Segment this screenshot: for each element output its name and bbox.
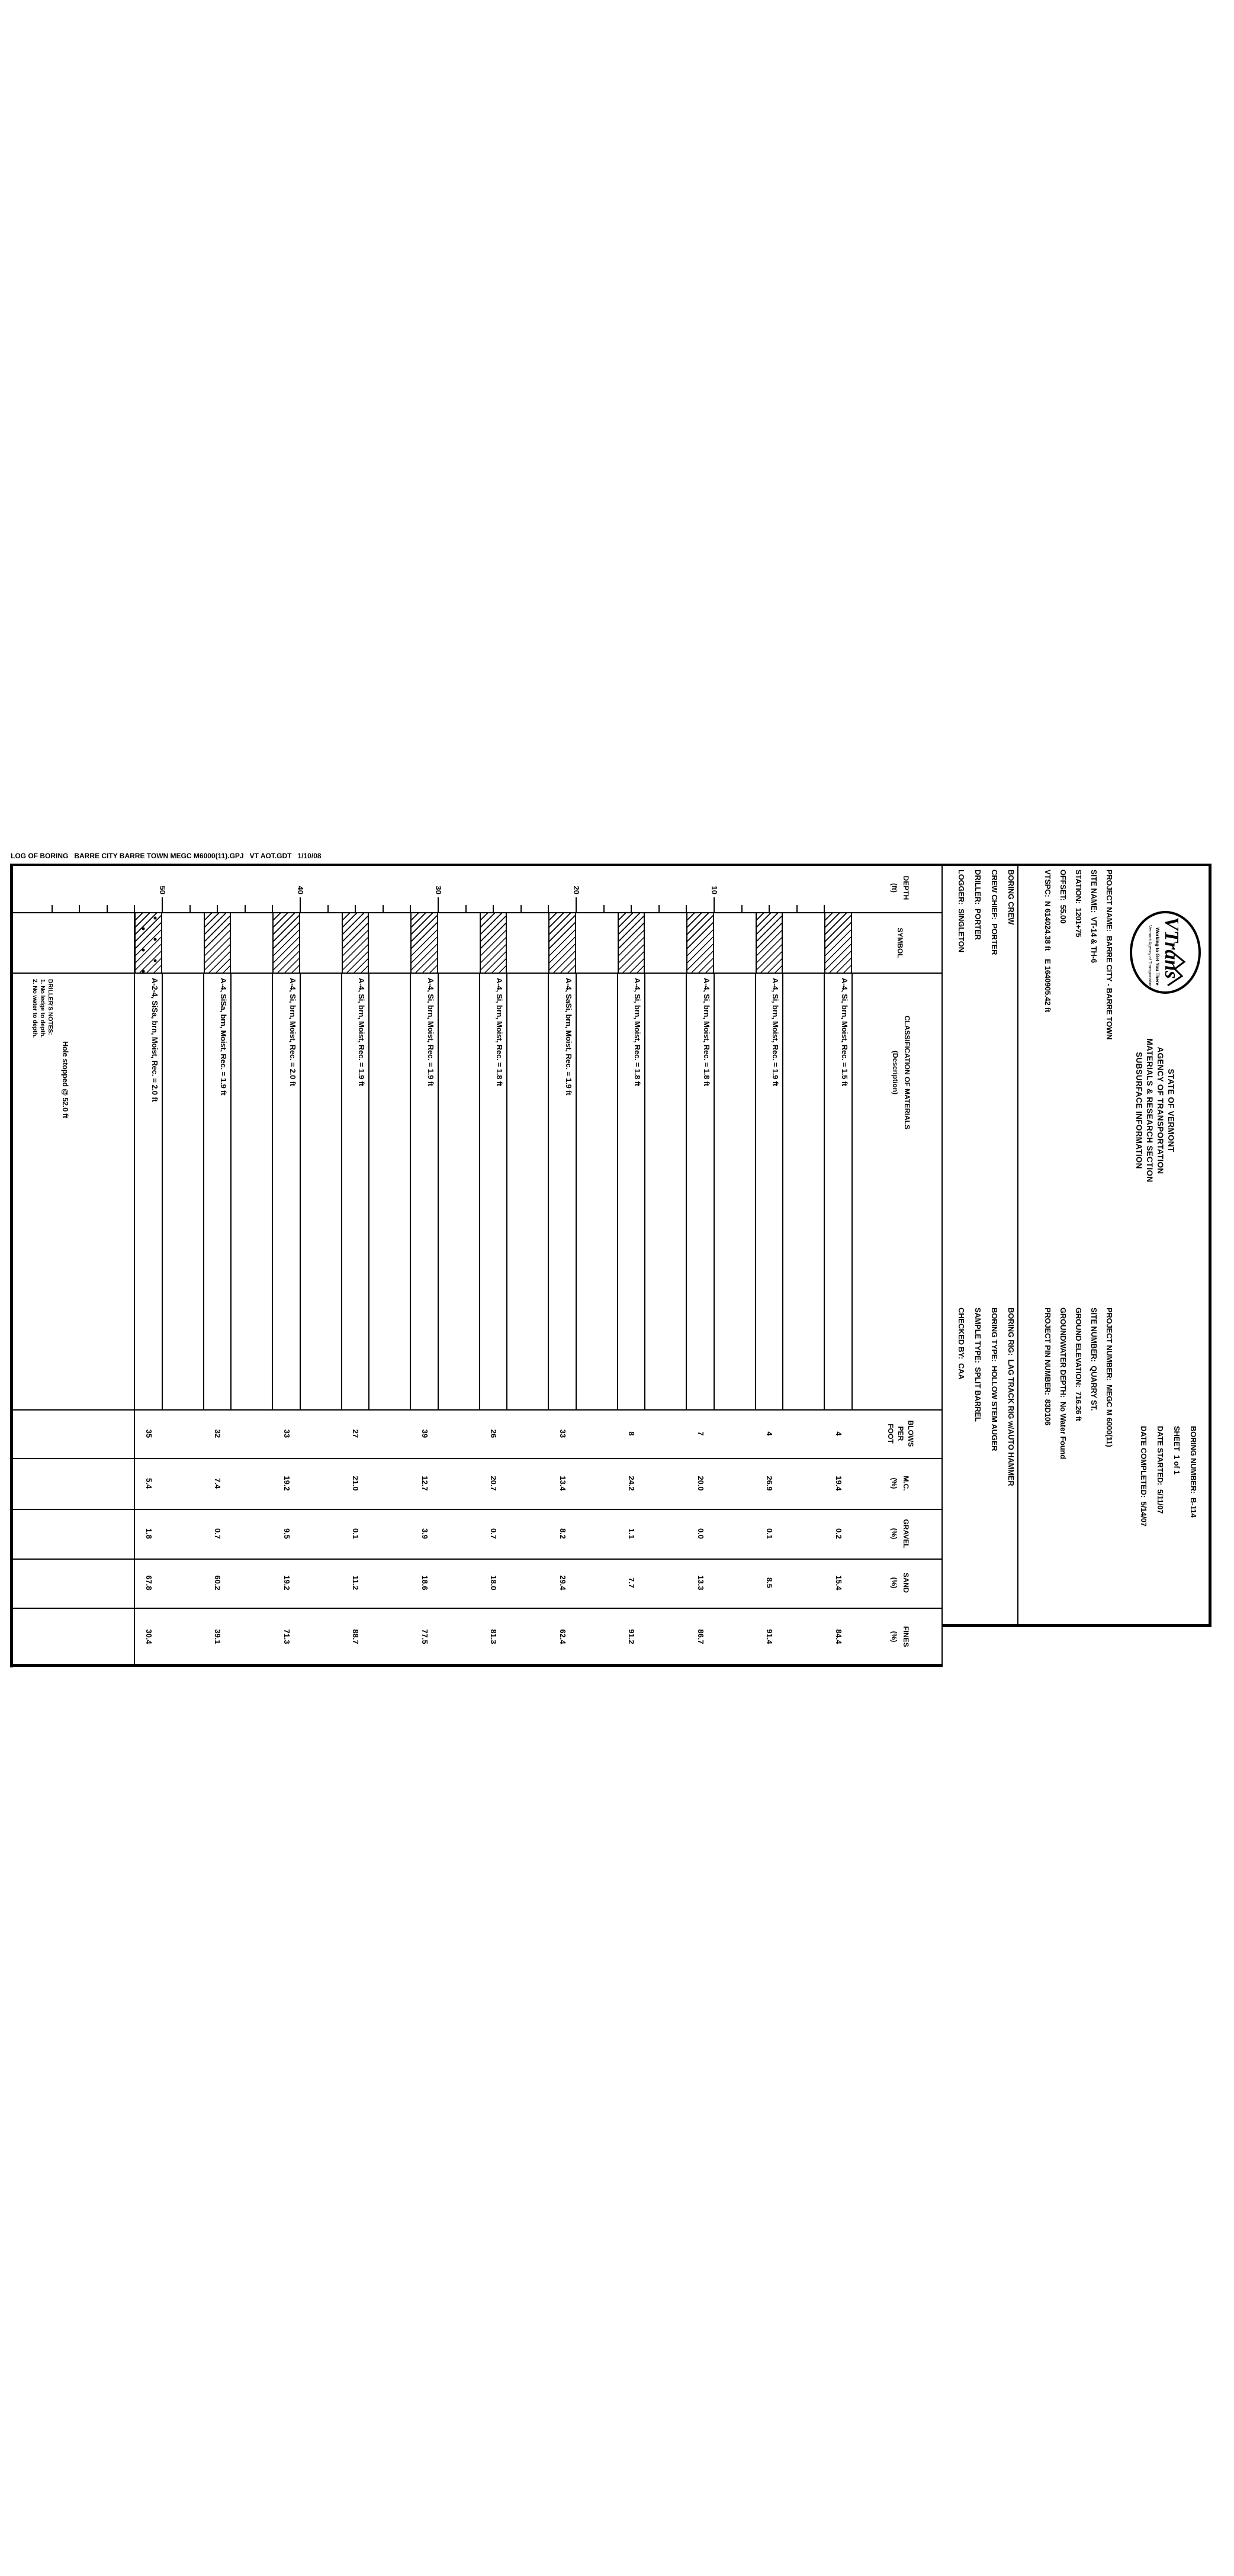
col-label-blows-3: FOOT — [886, 1424, 895, 1444]
sample-interval-bottom — [410, 973, 411, 1409]
sample-classification: A-4, SiSa, brn, Moist, Rec. = 1.9 ft — [219, 978, 229, 1096]
sample-sand-value: 8.5 — [765, 1577, 775, 1589]
depth-minor-tick — [493, 905, 494, 912]
sample-interval-bottom — [203, 973, 204, 1409]
sample-fines-value: 84.4 — [834, 1629, 843, 1644]
sample-gravel-value: 0.2 — [834, 1528, 843, 1540]
depth-label: 50 — [158, 886, 167, 894]
date-started-line: DATE STARTED: 5/11/07 — [1156, 1426, 1165, 1514]
project-number-line: PROJECT NUMBER: MEGC M 6000(11) — [1105, 1308, 1114, 1447]
sample-interval-top — [162, 973, 163, 1409]
sample-interval-top — [645, 973, 646, 1409]
sample-gravel-value: 3.9 — [420, 1528, 429, 1540]
col-label-class-2: (Description) — [891, 1050, 899, 1094]
col-label-gravel-2: (%) — [890, 1528, 898, 1540]
sample-interval-bottom — [686, 973, 687, 1409]
station-line: STATION: 1201+75 — [1074, 870, 1083, 938]
col-label-class-1: CLASSIFICATION OF MATERIALS — [903, 1015, 911, 1130]
col-label-mc-1: M.C. — [902, 1476, 910, 1491]
sample-interval-bottom — [755, 973, 756, 1409]
sample-gravel-value: 1.8 — [144, 1528, 153, 1540]
sample-fines-value: 91.2 — [627, 1629, 637, 1644]
sample-gravel-value: 0.0 — [696, 1528, 705, 1540]
title-subsurface: SUBSURFACE INFORMATION — [1135, 1052, 1143, 1169]
sample-sand-value: 13.3 — [696, 1575, 705, 1590]
sample-blows-value: 32 — [213, 1429, 223, 1438]
depth-minor-tick — [245, 905, 246, 912]
col-label-symbol: SYMBOL — [896, 928, 904, 958]
depth-minor-tick — [134, 905, 135, 912]
project-pin-line: PROJECT PIN NUMBER: 83D106 — [1043, 1308, 1052, 1426]
depth-minor-tick — [741, 905, 743, 912]
page-top-border — [1209, 864, 1211, 1627]
depth-major-tick — [438, 897, 439, 912]
sample-fines-value: 81.3 — [489, 1629, 499, 1644]
depth-minor-tick — [631, 905, 632, 912]
sample-blows-value: 4 — [834, 1431, 843, 1436]
sample-interval-bottom — [272, 973, 273, 1409]
sample-type-line: SAMPLE TYPE: SPLIT BARREL — [973, 1308, 982, 1422]
sample-blows-value: 35 — [144, 1429, 153, 1438]
sample-fines-value: 91.4 — [765, 1629, 775, 1644]
margin-file-note: LOG OF BORING BARRE CITY BARRE TOWN MEGC M6000(11).GPJ VT AOT.GDT 1/10/08 — [11, 852, 322, 860]
depth-minor-tick — [107, 905, 108, 912]
svg-text:Vermont Agency of Transportati: Vermont Agency of Transportation — [1148, 925, 1152, 988]
sample-sand-value: 7.7 — [627, 1577, 637, 1589]
sample-classification: A-4, Si, brn, Moist, Rec. = 1.9 ft — [771, 978, 780, 1086]
depth-minor-tick — [769, 905, 770, 912]
depth-minor-tick — [189, 905, 191, 912]
sample-gravel-value: 8.2 — [558, 1528, 567, 1540]
sample-interval-top — [438, 973, 439, 1409]
sample-fines-value: 71.3 — [282, 1629, 291, 1644]
col-label-fines-1: FINES — [902, 1626, 910, 1647]
sample-sand-value: 19.2 — [282, 1575, 291, 1590]
sample-gravel-value: 0.7 — [213, 1528, 223, 1540]
sample-symbol-cell — [824, 912, 852, 974]
groundwater-depth-line: GROUNDWATER DEPTH: No Water Found — [1059, 1308, 1068, 1460]
depth-label: 30 — [434, 886, 443, 894]
depth-label: 40 — [296, 886, 305, 894]
sample-interval-top — [300, 973, 301, 1409]
sample-interval-top — [507, 973, 508, 1409]
sample-interval-top — [369, 973, 370, 1409]
sample-fines-value: 62.4 — [558, 1629, 567, 1644]
sample-interval-top — [783, 973, 784, 1409]
sample-interval-top — [851, 973, 853, 1409]
sample-symbol-cell — [756, 912, 783, 974]
drillers-notes-title: DRILLER'S NOTES: — [47, 979, 54, 1035]
sample-blows-value: 39 — [420, 1429, 429, 1438]
sample-classification: A-4, Si, brn, Moist, Rec. = 1.8 ft — [633, 978, 642, 1086]
sample-classification: A-4, Si, brn, Moist, Rec. = 1.9 ft — [426, 978, 435, 1086]
drillers-note-1: 1. No ledge to depth. — [39, 979, 46, 1038]
title-materials: MATERIALS & RESEARCH SECTION — [1145, 1038, 1154, 1183]
sample-blows-value: 26 — [489, 1429, 499, 1438]
sample-mc-value: 20.0 — [696, 1476, 705, 1491]
ground-elevation-line: GROUND ELEVATION: 716.26 ft — [1074, 1308, 1083, 1421]
depth-minor-tick — [520, 905, 522, 912]
drillers-note-2: 2. No water to depth. — [31, 979, 38, 1038]
sample-interval-top — [231, 973, 232, 1409]
sample-interval-bottom — [134, 973, 135, 1409]
sample-symbol-cell — [134, 912, 162, 974]
sample-mc-value: 20.7 — [489, 1476, 499, 1491]
sheet-line: SHEET 1 of 1 — [1172, 1426, 1181, 1474]
sample-classification: A-4, Si, brn, Moist, Rec. = 1.8 ft — [495, 978, 504, 1086]
sample-symbol-cell — [480, 912, 507, 974]
boring-rig-line: BORING RIG: LAG TRACK RIG w/AUTO HAMMER — [1007, 1308, 1016, 1486]
svg-text:VTrans: VTrans — [1161, 917, 1182, 979]
sample-interval-top — [576, 973, 577, 1409]
sample-interval-bottom — [479, 973, 480, 1409]
sample-symbol-cell — [686, 912, 714, 974]
sample-fines-value: 39.1 — [213, 1629, 223, 1644]
sample-blows-value: 33 — [282, 1429, 291, 1438]
sample-gravel-value: 1.1 — [627, 1528, 637, 1540]
page-bottom-border — [10, 864, 13, 1667]
logger-line: LOGGER: SINGLETON — [957, 870, 966, 952]
sample-symbol-cell — [204, 912, 232, 974]
sample-mc-value: 12.7 — [420, 1476, 429, 1491]
sample-sand-value: 18.6 — [420, 1575, 429, 1590]
sample-fines-value: 77.5 — [420, 1629, 429, 1644]
sample-symbol-cell — [410, 912, 438, 974]
depth-minor-tick — [355, 905, 356, 912]
depth-minor-tick — [686, 905, 687, 912]
col-label-gravel-1: GRAVEL — [902, 1519, 910, 1548]
sample-symbol-cell — [618, 912, 645, 974]
offset-line: OFFSET: 55.00 — [1059, 870, 1068, 924]
boring-number-line: BORING NUMBER: B-114 — [1189, 1426, 1198, 1518]
sample-gravel-value: 0.7 — [489, 1528, 499, 1540]
col-line-sand-fines — [11, 1608, 943, 1609]
sample-gravel-value: 0.1 — [765, 1528, 775, 1540]
depth-minor-tick — [272, 905, 273, 912]
sample-classification: A-4, Si, brn, Moist, Rec. = 2.0 ft — [288, 978, 297, 1086]
col-label-blows-2: PER — [896, 1426, 905, 1441]
sample-sand-value: 11.2 — [351, 1575, 361, 1590]
depth-minor-tick — [824, 905, 825, 912]
checked-by-line: CHECKED BY: CAA — [957, 1308, 966, 1380]
sample-sand-value: 15.4 — [834, 1575, 843, 1590]
col-label-sand-2: (%) — [890, 1577, 898, 1589]
page-left-border — [11, 864, 1211, 866]
header-right-border — [941, 1624, 1211, 1627]
sample-classification: A-2-4, SiSa, brn, Moist, Rec. = 2.0 ft — [150, 978, 159, 1102]
date-completed-line: DATE COMPLETED: 5/14/07 — [1139, 1426, 1148, 1527]
depth-minor-tick — [796, 905, 798, 912]
sample-symbol-cell — [272, 912, 300, 974]
sample-blows-value: 8 — [627, 1431, 637, 1436]
depth-minor-tick — [603, 905, 605, 912]
sample-sand-value: 60.2 — [213, 1575, 223, 1590]
sample-fines-value: 88.7 — [351, 1629, 361, 1644]
sample-blows-value: 7 — [696, 1431, 705, 1436]
depth-major-tick — [576, 897, 577, 912]
sample-blows-value: 4 — [765, 1431, 775, 1436]
sample-sand-value: 67.8 — [144, 1575, 153, 1590]
sample-interval-bottom — [548, 973, 549, 1409]
sample-fines-value: 86.7 — [696, 1629, 705, 1644]
sample-classification: A-4, Si, brn, Moist, Rec. = 1.5 ft — [840, 978, 849, 1086]
col-label-depth-1: DEPTH — [902, 875, 910, 900]
depth-minor-tick — [410, 905, 411, 912]
col-label-sand-1: SAND — [902, 1572, 910, 1593]
boring-type-line: BORING TYPE: HOLLOW STEM AUGER — [990, 1308, 999, 1451]
sample-blows-value: 27 — [351, 1429, 361, 1438]
table-top-border — [941, 864, 943, 1666]
sample-classification: A-4, SaSi, brn, Moist, Rec. = 1.9 ft — [564, 978, 573, 1096]
sample-mc-value: 21.0 — [351, 1476, 361, 1491]
sample-blows-value: 33 — [558, 1429, 567, 1438]
sample-symbol-cell — [548, 912, 576, 974]
depth-minor-tick — [52, 905, 53, 912]
hole-stopped-note: Hole stopped @ 52.0 ft — [61, 1041, 69, 1119]
sample-interval-top — [714, 973, 715, 1409]
sample-interval-bottom — [617, 973, 618, 1409]
sample-gravel-value: 0.1 — [351, 1528, 361, 1540]
sample-mc-value: 19.4 — [834, 1476, 843, 1491]
svg-text:Working to Get You There: Working to Get You There — [1155, 928, 1160, 986]
depth-label: 20 — [572, 886, 581, 894]
depth-major-tick — [300, 897, 301, 912]
sample-mc-value: 24.2 — [627, 1476, 637, 1491]
sample-symbol-cell — [342, 912, 369, 974]
depth-minor-tick — [383, 905, 384, 912]
vtspc-line: VTSPC: N 614024.38 ft E 1640905.42 ft — [1043, 870, 1052, 1013]
sample-mc-value: 19.2 — [282, 1476, 291, 1491]
sample-fines-value: 30.4 — [144, 1629, 153, 1644]
site-number-line: SITE NUMBER: QUARRY ST. — [1090, 1308, 1098, 1411]
sample-mc-value: 26.9 — [765, 1476, 775, 1491]
sample-interval-bottom — [341, 973, 342, 1409]
depth-minor-tick — [658, 905, 660, 912]
depth-major-tick — [162, 897, 163, 912]
col-label-mc-2: (%) — [890, 1477, 898, 1489]
header-row-divider — [1017, 864, 1018, 1624]
sample-sand-value: 18.0 — [489, 1575, 499, 1590]
col-label-blows-1: BLOWS — [907, 1420, 915, 1447]
depth-minor-tick — [327, 905, 329, 912]
table-right-border — [10, 1664, 943, 1667]
sample-classification: A-4, Si, brn, Moist, Rec. = 1.9 ft — [357, 978, 367, 1086]
depth-minor-tick — [79, 905, 80, 912]
sample-interval-bottom — [824, 973, 825, 1409]
depth-major-tick — [714, 897, 715, 912]
col-line-blows-mc — [11, 1458, 943, 1459]
sample-mc-value: 13.4 — [558, 1476, 567, 1491]
sample-mc-value: 7.4 — [213, 1477, 223, 1489]
sample-classification: A-4, Si, brn, Moist, Rec. = 1.8 ft — [702, 978, 711, 1086]
boring-log-page — [0, 852, 1234, 1751]
title-agency: AGENCY OF TRANSPORTATION — [1156, 1046, 1165, 1174]
boring-crew-label: BORING CREW — [1007, 870, 1016, 925]
title-state: STATE OF VERMONT — [1166, 1068, 1175, 1152]
depth-minor-tick — [217, 905, 218, 912]
site-name-line: SITE NAME: VT-14 & TH-6 — [1090, 870, 1098, 963]
depth-minor-tick — [465, 905, 467, 912]
depth-minor-tick — [548, 905, 549, 912]
sample-gravel-value: 9.5 — [282, 1528, 291, 1540]
driller-line: DRILLER: PORTER — [973, 870, 982, 940]
project-name-line: PROJECT NAME: BARRE CITY - BARRE TOWN — [1105, 870, 1114, 1040]
sample-sand-value: 29.4 — [558, 1575, 567, 1590]
depth-label: 10 — [710, 886, 719, 894]
sample-mc-value: 5.4 — [144, 1477, 153, 1489]
col-label-fines-2: (%) — [890, 1631, 898, 1643]
col-label-depth-2: (ft) — [890, 883, 898, 893]
crew-chief-line: CREW CHIEF: PORTER — [990, 870, 999, 955]
